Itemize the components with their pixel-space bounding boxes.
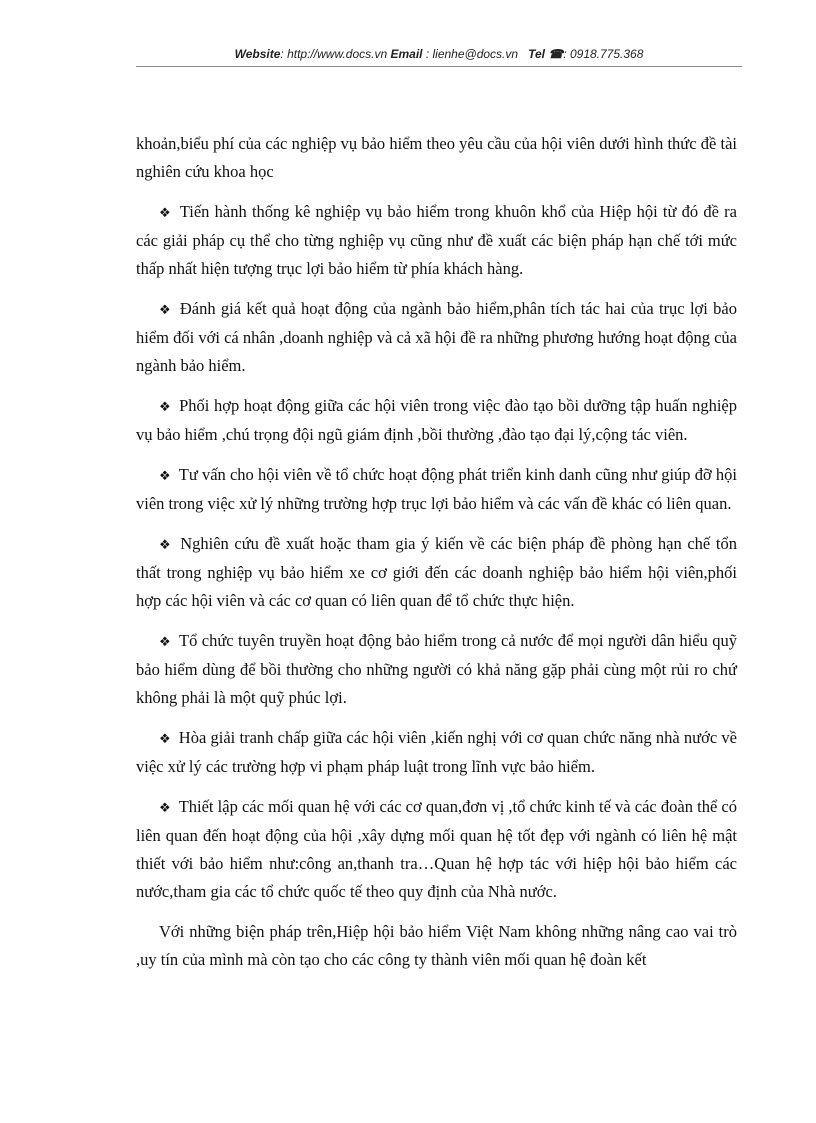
diamond-bullet-icon: ❖	[159, 302, 172, 317]
website-value: : http://www.docs.vn	[280, 47, 388, 61]
diamond-bullet-icon: ❖	[159, 800, 171, 815]
diamond-bullet-icon: ❖	[159, 468, 171, 483]
email-value: : lienhe@docs.vn	[422, 47, 519, 61]
bullet-paragraph: ❖ Phối hợp hoạt động giữa các hội viên trong việc đào tạo bồi dưỡng tập huấn nghiệp vụ bảo hiểm ,chú trọng đội ngũ giám định ,bồi thường ,đào tạo đại lý,cộng tác viên.	[136, 396, 737, 444]
diamond-bullet-icon: ❖	[159, 634, 171, 649]
document-body	[136, 130, 737, 986]
bullet-paragraph: ❖ Nghiên cứu đề xuất hoặc tham gia ý kiến về các biện pháp đề phòng hạn chế tổn thất trong nghiệp vụ bảo hiểm xe cơ giới đến các doanh nghiệp bảo hiểm hội viên,phối hợp các hội viên và các cơ quan có liên quan để tổ chức thực hiện.	[136, 534, 737, 610]
diamond-bullet-icon: ❖	[159, 731, 171, 746]
phone-icon: ☎	[548, 47, 564, 61]
closing-paragraph: Với những biện pháp trên,Hiệp hội bảo hiểm Việt Nam không những nâng cao vai trò ,uy tín của mình mà còn tạo cho các công ty thành viên mối quan hệ đoàn kết	[136, 922, 737, 969]
bullet-paragraph: ❖ Thiết lập các mối quan hệ với các cơ quan,đơn vị ,tổ chức kinh tế và các đoàn thể có liên quan đến hoạt động của hội ,xây dựng mối quan hệ tốt đẹp với ngành có liên hệ mật thiết với bảo hiểm như:công an,thanh tra…Quan hệ hợp tác với hiệp hội bảo hiểm các nước,tham gia các tổ chức quốc tế theo quy định của Nhà nước.	[136, 797, 737, 901]
bullet-paragraph: ❖ Hòa giải tranh chấp giữa các hội viên ,kiến nghị với cơ quan chức năng nhà nước về việc xử lý các trường hợp vi phạm pháp luật trong lĩnh vực bảo hiểm.	[136, 728, 737, 776]
email-label: Email	[390, 47, 423, 61]
tel-label: Tel	[528, 47, 545, 61]
header-divider	[136, 66, 742, 67]
bullet-paragraph: ❖ Đánh giá kết quả hoạt động của ngành bảo hiểm,phân tích tác hai của trục lợi bảo hiểm đối với cá nhân ,doanh nghiệp và cả xã hội đề ra những phương hướng hoạt động của ngành bảo hiểm.	[136, 299, 737, 375]
bullet-paragraph: ❖ Tổ chức tuyên truyền hoạt động bảo hiểm trong cả nước để mọi người dân hiểu quỹ bảo hiểm dùng để bồi thường cho những người có khả năng gặp phải cùng một rủi ro chứ không phải là một quỹ phúc lợi.	[136, 631, 737, 707]
paragraph-continued: khoản,biểu phí của các nghiệp vụ bảo hiểm theo yêu cầu của hội viên dưới hình thức đề tài nghiên cứu khoa học	[136, 134, 737, 181]
bullet-paragraph: ❖ Tư vấn cho hội viên về tổ chức hoạt động phát triển kinh danh cũng như giúp đỡ hội viên trong việc xử lý những trường hợp trục lợi bảo hiểm và các vấn đề khác có liên quan.	[136, 465, 738, 513]
website-label: Website	[234, 47, 281, 61]
page-header	[136, 47, 742, 61]
diamond-bullet-icon: ❖	[159, 537, 173, 552]
diamond-bullet-icon: ❖	[159, 399, 172, 414]
bullet-paragraph: ❖ Tiến hành thống kê nghiệp vụ bảo hiểm trong khuôn khổ của Hiệp hội từ đó đề ra các giải pháp cụ thể cho từng nghiệp vụ cũng như đề xuất các biện pháp hạn chế tới mức thấp nhất hiện tượng trục lợi bảo hiểm từ phía khách hàng.	[136, 202, 738, 278]
tel-value: : 0918.775.368	[563, 47, 644, 61]
diamond-bullet-icon: ❖	[159, 205, 172, 220]
